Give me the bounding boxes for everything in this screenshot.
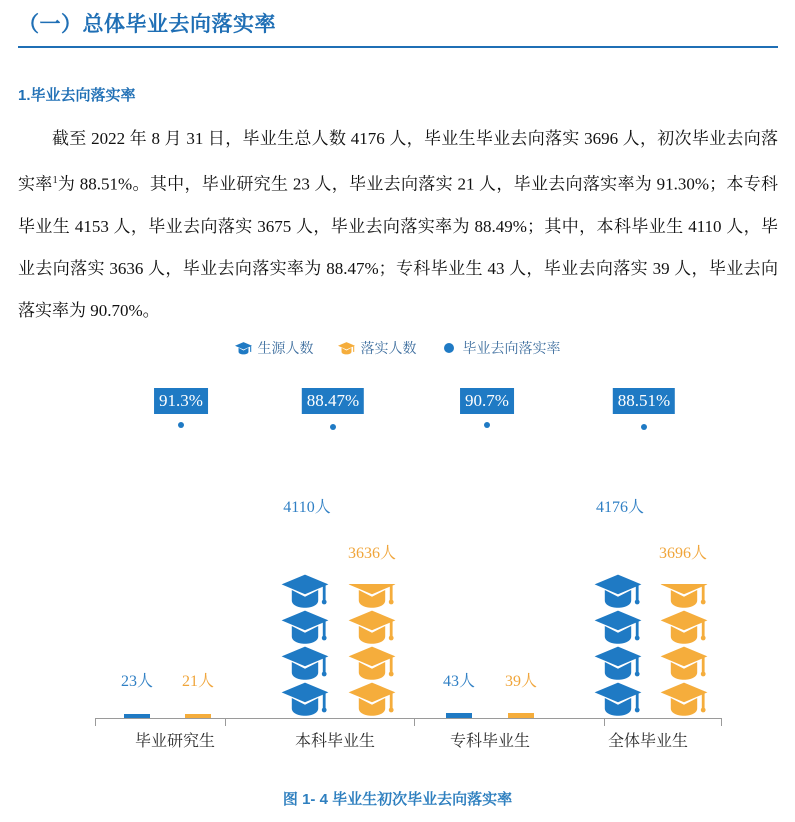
value-label-employed-junior-college: 39人 <box>504 673 538 690</box>
page-title: （一）总体毕业去向落实率 <box>18 13 276 36</box>
value-label-source-undergraduate: 4110人 <box>283 499 331 516</box>
rate-callout-graduate: 91.3% <box>154 388 208 414</box>
bar-source-all <box>594 566 642 718</box>
chart-legend <box>0 338 795 358</box>
graduation-cap-icon <box>281 574 329 610</box>
value-label-source-junior-college: 43人 <box>442 673 476 690</box>
rate-marker-graduate <box>178 422 184 428</box>
axis-tick <box>225 718 226 726</box>
legend-label: 落实人数 <box>360 340 417 356</box>
axis-label-graduate: 毕业研究生 <box>134 733 216 750</box>
graduation-cap-icon <box>594 610 642 646</box>
section-subtitle: 1.毕业去向落实率 <box>18 87 136 104</box>
bar-source-undergraduate <box>281 566 329 718</box>
graduation-cap-icon <box>660 682 708 718</box>
graduation-cap-icon <box>281 682 329 718</box>
pictograph-chart <box>0 330 795 770</box>
heading-divider <box>18 46 778 48</box>
rate-marker-all <box>641 424 647 430</box>
value-label-employed-all: 3696人 <box>658 545 708 562</box>
graduation-cap-icon <box>594 646 642 682</box>
rate-marker-junior-college <box>484 422 490 428</box>
graduation-cap-icon <box>348 610 396 646</box>
graduation-cap-icon <box>660 646 708 682</box>
figure-caption: 图 1- 4 毕业生初次毕业去向落实率 <box>282 791 513 808</box>
graduation-cap-icon <box>281 610 329 646</box>
circle-marker-icon <box>441 342 457 354</box>
graduation-cap-icon <box>281 646 329 682</box>
axis-label-undergraduate: 本科毕业生 <box>294 733 376 750</box>
graduation-cap-icon <box>338 342 355 355</box>
legend-item-employed-count[interactable] <box>338 338 417 358</box>
legend-label: 毕业去向落实率 <box>462 340 561 356</box>
axis-tick <box>721 718 722 726</box>
rate-marker-undergraduate <box>330 424 336 430</box>
legend-item-source-count[interactable] <box>235 338 314 358</box>
graduation-cap-icon <box>348 682 396 718</box>
graduation-cap-icon <box>660 610 708 646</box>
graduation-cap-icon <box>594 574 642 610</box>
bar-employed-undergraduate <box>348 584 396 718</box>
value-label-source-all: 4176人 <box>595 499 645 516</box>
rate-callout-all: 88.51% <box>613 388 675 414</box>
graduation-cap-icon <box>235 342 252 355</box>
bar-employed-all <box>660 584 708 718</box>
legend-label: 生源人数 <box>257 340 314 356</box>
axis-tick <box>414 718 415 726</box>
graduation-cap-icon <box>348 584 396 610</box>
value-label-employed-undergraduate: 3636人 <box>347 545 397 562</box>
axis-tick <box>604 718 605 726</box>
axis-tick <box>95 718 96 726</box>
value-label-source-graduate: 23人 <box>120 673 154 690</box>
axis-label-all: 全体毕业生 <box>607 733 689 750</box>
chart-axis-line <box>95 718 722 719</box>
graduation-cap-icon <box>594 682 642 718</box>
graduation-cap-icon <box>348 646 396 682</box>
rate-callout-junior-college: 90.7% <box>460 388 514 414</box>
value-label-employed-graduate: 21人 <box>181 673 215 690</box>
body-paragraph: 截至 2022 年 8 月 31 日，毕业生总人数 4176 人，毕业生毕业去向落实 3696 人，初次毕业去向落实率$^1$为 88.51%。其中，毕业研究生 23 人，毕业去向落实 21 人，毕业去向落实率为 91.30%；本专科毕业生 4153 人，毕业去向落实 3675 人，毕业去向落实率为 88.49%；其中，本科毕业生 4110 人，毕业去向落实 3636 人，毕业去向落实率为 88.47%；专科毕业生 43 人，毕业去向落实 39 人，毕业去向落实率为 90.70%。 <box>18 129 778 320</box>
axis-label-junior-college: 专科毕业生 <box>449 733 531 750</box>
graduation-cap-icon <box>660 584 708 610</box>
legend-item-employment-rate[interactable] <box>441 338 561 358</box>
rate-callout-undergraduate: 88.47% <box>302 388 364 414</box>
